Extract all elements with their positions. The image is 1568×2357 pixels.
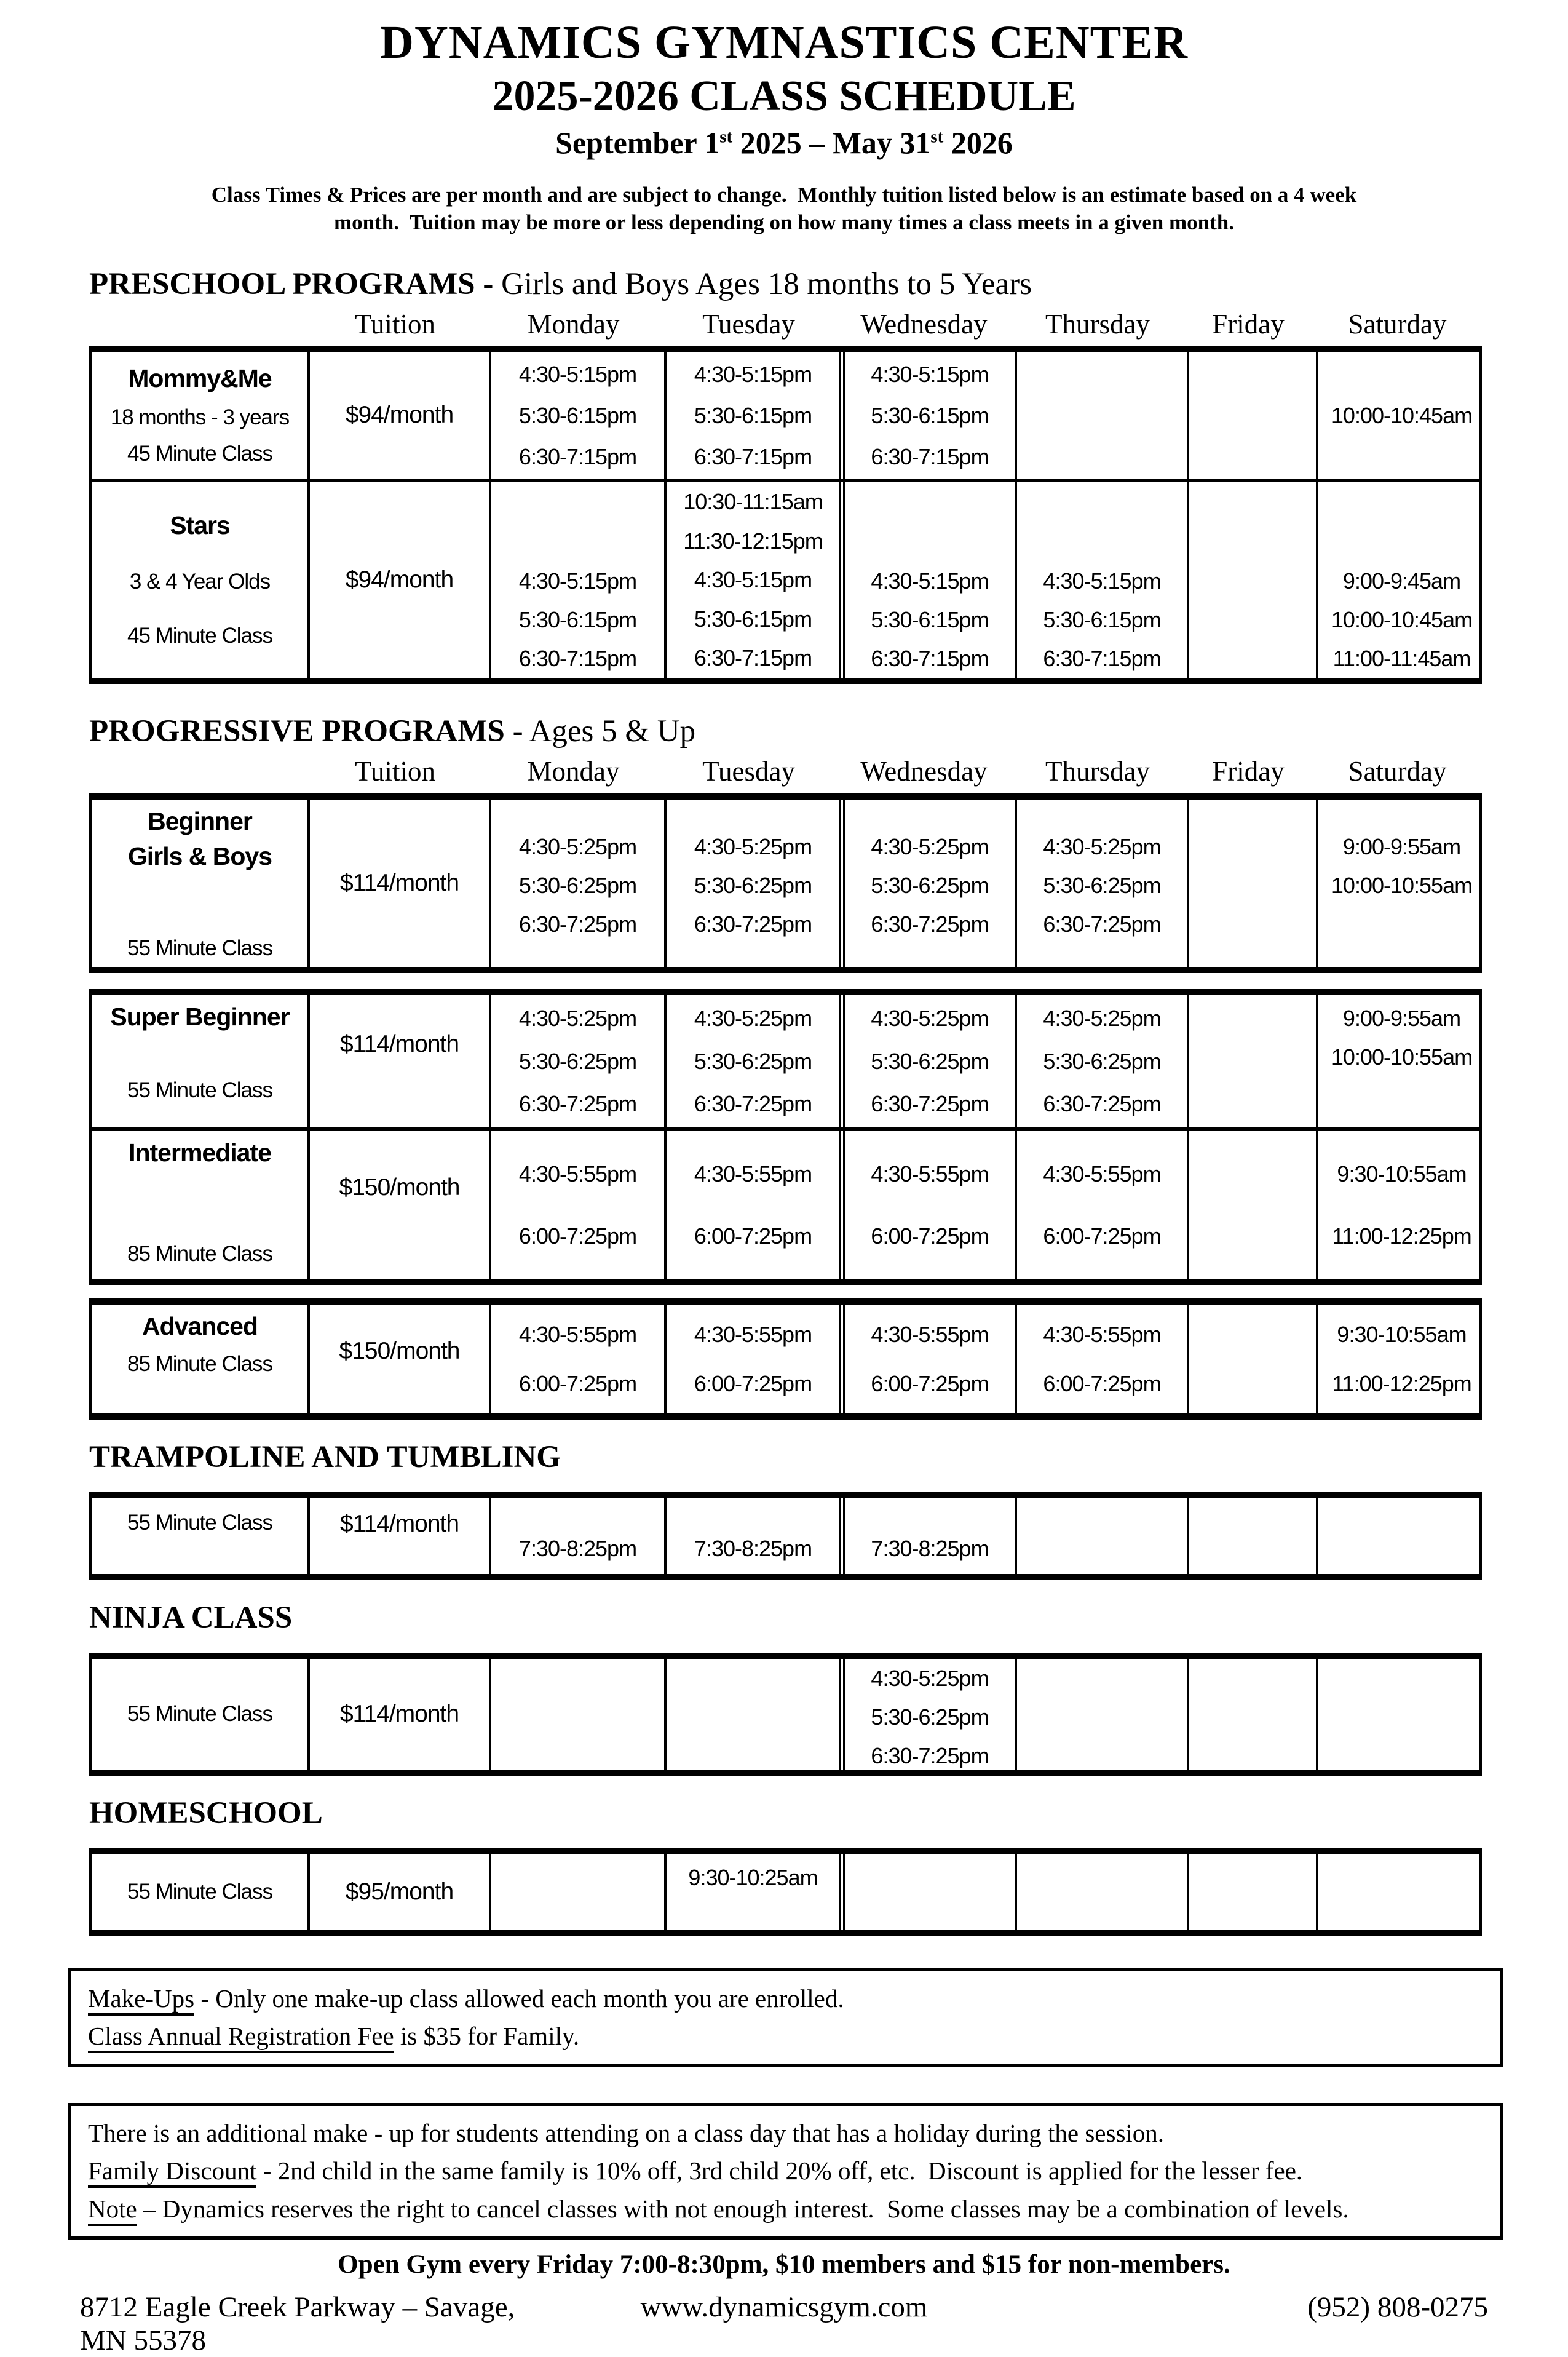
time-slot: 4:30-5:55pm — [871, 1321, 989, 1347]
note-underline: Note — [88, 2195, 137, 2226]
time-slot: 4:30-5:15pm — [871, 361, 989, 387]
day-header-preschool — [89, 308, 1482, 340]
makeups-note-box — [68, 1968, 1503, 2067]
section-title-rest: Ages 5 & Up — [523, 713, 696, 749]
time-slot: 6:00-7:25pm — [1043, 1370, 1161, 1396]
time-slot: 6:00-7:25pm — [871, 1370, 989, 1396]
class-name: Stars — [170, 511, 230, 540]
class-duration: 55 Minute Class — [127, 1701, 272, 1726]
time-slot: 5:30-6:25pm — [871, 1704, 989, 1730]
friday-cell — [1187, 800, 1316, 967]
table-row-mommy-and-me — [92, 352, 1479, 479]
time-slot: 4:30-5:55pm — [694, 1321, 812, 1347]
time-slot: 4:30-5:25pm — [518, 833, 637, 859]
time-slot: 6:30-7:15pm — [694, 645, 812, 671]
table-row-trampoline — [92, 1498, 1479, 1574]
class-duration: 55 Minute Class — [127, 1880, 272, 1904]
tuesday-cell — [664, 1131, 839, 1279]
time-slot: 6:00-7:25pm — [694, 1370, 812, 1396]
monday-cell — [489, 352, 664, 479]
note-underline: Make-Ups — [88, 1984, 194, 2016]
time-slot: 6:30-7:15pm — [871, 443, 989, 469]
tuition-value: $150/month — [339, 1174, 460, 1201]
friday-cell — [1187, 1854, 1316, 1930]
col-header-saturday: Saturday — [1348, 308, 1447, 340]
tuesday-cell — [664, 1305, 839, 1413]
class-age: 18 months - 3 years — [110, 405, 290, 429]
section-title-bold: TRAMPOLINE AND TUMBLING — [89, 1439, 561, 1474]
tuition-value: $114/month — [339, 869, 459, 896]
thursday-cell — [1015, 995, 1187, 1127]
time-slot: 6:30-7:15pm — [871, 645, 989, 671]
wednesday-cell — [839, 1659, 1015, 1770]
thursday-cell — [1015, 1305, 1187, 1413]
time-slot: 5:30-6:25pm — [694, 872, 812, 898]
time-slot: 4:30-5:55pm — [871, 1161, 989, 1186]
phone-number: (952) 808-0275 — [1307, 2291, 1488, 2324]
tuition-cell — [307, 1498, 489, 1574]
monday-cell — [489, 800, 664, 967]
time-slot: 4:30-5:25pm — [1043, 833, 1161, 859]
time-slot: 6:30-7:25pm — [1043, 1091, 1161, 1117]
time-slot: 4:30-5:15pm — [694, 361, 812, 387]
time-slot: 4:30-5:55pm — [1043, 1321, 1161, 1347]
tuition-cell — [307, 1854, 489, 1930]
time-slot: 5:30-6:25pm — [518, 1048, 637, 1074]
col-header-friday: Friday — [1212, 755, 1285, 787]
table-row-beginner — [92, 800, 1479, 967]
date-part: September 1 — [555, 125, 720, 160]
note-text: - Only one make-up class allowed each month you are enrolled. — [194, 1984, 844, 2013]
tuition-cell — [307, 352, 489, 479]
table-row-intermediate — [92, 1127, 1479, 1279]
date-range — [0, 125, 1568, 161]
time-slot: 6:30-7:15pm — [694, 443, 812, 469]
note-text: - 2nd child in the same family is 10% off, 3rd child 20% off, etc. Discount is applied for the lesser fee. — [256, 2156, 1303, 2185]
tuesday-cell — [664, 1498, 839, 1574]
time-slot: 11:00-12:25pm — [1332, 1370, 1471, 1396]
tuition-value: $114/month — [339, 1700, 459, 1727]
time-slot: 6:30-7:25pm — [694, 1091, 812, 1117]
time-slot: 10:00-10:55am — [1331, 1044, 1473, 1070]
section-title-bold: PRESCHOOL PROGRAMS - — [89, 266, 494, 301]
time-slot: 5:30-6:15pm — [694, 606, 812, 632]
section-title-progressive — [89, 713, 1568, 749]
saturday-cell — [1316, 995, 1485, 1127]
time-slot: 4:30-5:25pm — [518, 1006, 637, 1031]
thursday-cell — [1015, 1854, 1187, 1930]
time-slot: 4:30-5:25pm — [871, 833, 989, 859]
tuition-cell — [307, 995, 489, 1127]
time-slot: 6:30-7:15pm — [1043, 645, 1161, 671]
super-beginner-intermediate-table — [89, 989, 1482, 1285]
class-info-cell — [92, 352, 307, 479]
col-header-tuition: Tuition — [355, 308, 435, 340]
date-ordinal: st — [930, 127, 944, 147]
saturday-cell — [1316, 1305, 1485, 1413]
friday-cell — [1187, 1305, 1316, 1413]
table-row-advanced — [92, 1305, 1479, 1413]
class-info-cell — [92, 800, 307, 967]
section-title-bold: NINJA CLASS — [89, 1600, 293, 1635]
class-name: Beginner — [148, 806, 252, 835]
time-slot: 4:30-5:25pm — [694, 833, 812, 859]
time-slot: 5:30-6:15pm — [694, 402, 812, 428]
tuition-value: $94/month — [345, 402, 454, 429]
col-header-friday: Friday — [1212, 308, 1285, 340]
note-text: – Dynamics reserves the right to cancel classes with not enough interest. Some classes may be a combination of levels. — [137, 2194, 1349, 2223]
time-slot: 4:30-5:55pm — [694, 1161, 812, 1186]
time-slot: 5:30-6:15pm — [518, 402, 637, 428]
col-header-monday: Monday — [527, 308, 620, 340]
time-slot: 6:30-7:25pm — [518, 911, 637, 937]
time-slot: 10:00-10:45am — [1331, 606, 1473, 632]
class-info-cell — [92, 1659, 307, 1770]
time-slot: 4:30-5:55pm — [518, 1161, 637, 1186]
tuition-cell — [307, 1305, 489, 1413]
tuesday-cell — [664, 800, 839, 967]
time-slot: 6:30-7:25pm — [871, 1743, 989, 1768]
table-row-stars — [92, 479, 1479, 678]
note-line-registration — [88, 2017, 1483, 2056]
thursday-cell — [1015, 1498, 1187, 1574]
saturday-cell — [1316, 352, 1485, 479]
footer-contact — [80, 2291, 1488, 2357]
preschool-table — [89, 346, 1482, 684]
saturday-cell — [1316, 1659, 1485, 1770]
monday-cell — [489, 482, 664, 678]
monday-cell — [489, 1659, 664, 1770]
time-slot: 9:30-10:55am — [1337, 1161, 1467, 1186]
section-title-trampoline — [89, 1439, 1568, 1475]
time-slot: 10:00-10:55am — [1331, 872, 1473, 898]
time-slot: 6:30-7:15pm — [518, 645, 637, 671]
class-name: Mommy&Me — [128, 364, 272, 393]
tuesday-cell — [664, 995, 839, 1127]
time-slot: 7:30-8:25pm — [694, 1535, 812, 1561]
time-slot: 7:30-8:25pm — [518, 1535, 637, 1561]
class-duration: 85 Minute Class — [127, 1351, 272, 1376]
time-slot: 4:30-5:25pm — [694, 1006, 812, 1031]
monday-cell — [489, 1854, 664, 1930]
time-slot: 6:00-7:25pm — [871, 1223, 989, 1249]
tuition-value: $95/month — [345, 1878, 454, 1906]
saturday-cell — [1316, 1131, 1485, 1279]
class-duration: 55 Minute Class — [127, 936, 272, 960]
advanced-table — [89, 1298, 1482, 1420]
wednesday-cell — [839, 1305, 1015, 1413]
time-slot: 9:00-9:55am — [1342, 1005, 1461, 1031]
wednesday-cell — [839, 352, 1015, 479]
monday-cell — [489, 995, 664, 1127]
class-duration: 45 Minute Class — [127, 442, 272, 466]
friday-cell — [1187, 482, 1316, 678]
tuesday-cell — [664, 1659, 839, 1770]
wednesday-cell — [839, 482, 1015, 678]
section-title-ninja — [89, 1600, 1568, 1636]
class-group: Girls & Boys — [127, 841, 272, 870]
class-duration: 55 Minute Class — [127, 1078, 272, 1102]
class-info-cell — [92, 1498, 307, 1574]
tuition-cell — [307, 1659, 489, 1770]
time-slot: 5:30-6:25pm — [871, 1048, 989, 1074]
time-slot: 6:30-7:25pm — [871, 911, 989, 937]
class-name: Super Beginner — [110, 1002, 290, 1031]
time-slot: 9:00-9:45am — [1342, 568, 1461, 594]
time-slot: 6:00-7:25pm — [518, 1370, 637, 1396]
time-slot: 4:30-5:25pm — [871, 1665, 989, 1691]
section-title-rest: Girls and Boys Ages 18 months to 5 Years — [493, 266, 1032, 301]
day-header-spacer — [89, 755, 304, 787]
saturday-cell — [1316, 1498, 1485, 1574]
friday-cell — [1187, 995, 1316, 1127]
tuition-cell — [307, 482, 489, 678]
tuition-value: $94/month — [345, 566, 454, 593]
intro-text — [0, 181, 1568, 237]
class-info-cell — [92, 1131, 307, 1279]
time-slot: 11:30-12:15pm — [683, 528, 823, 554]
open-gym-notice: Open Gym every Friday 7:00-8:30pm, $10 members and $15 for non-members. — [338, 2250, 1230, 2279]
website-link: www.dynamicsgym.com — [640, 2291, 928, 2324]
time-slot: 5:30-6:25pm — [871, 872, 989, 898]
time-slot: 6:30-7:15pm — [518, 443, 637, 469]
time-slot: 9:00-9:55am — [1342, 833, 1461, 859]
class-name: Intermediate — [129, 1138, 271, 1167]
note-line-family-discount — [88, 2152, 1483, 2190]
trampoline-table — [89, 1492, 1482, 1580]
tuesday-cell — [664, 482, 839, 678]
note-line-makeups — [88, 1980, 1483, 2018]
tuesday-cell — [664, 1854, 839, 1930]
time-slot: 4:30-5:15pm — [694, 567, 812, 593]
beginner-table — [89, 793, 1482, 973]
time-slot: 6:00-7:25pm — [694, 1223, 812, 1249]
policy-note-box — [68, 2103, 1503, 2240]
table-row-homeschool — [92, 1854, 1479, 1930]
time-slot: 10:30-11:15am — [683, 489, 823, 515]
thursday-cell — [1015, 1131, 1187, 1279]
saturday-cell — [1316, 482, 1485, 678]
time-slot: 6:30-7:25pm — [518, 1091, 637, 1117]
time-slot: 6:30-7:25pm — [694, 911, 812, 937]
wednesday-cell — [839, 1131, 1015, 1279]
col-header-wednesday: Wednesday — [860, 308, 988, 340]
time-slot: 6:00-7:25pm — [1043, 1223, 1161, 1249]
time-slot: 5:30-6:15pm — [1043, 606, 1161, 632]
time-slot: 5:30-6:25pm — [1043, 1048, 1161, 1074]
time-slot: 4:30-5:15pm — [871, 568, 989, 594]
time-slot: 11:00-11:45am — [1332, 645, 1471, 671]
class-info-cell — [92, 995, 307, 1127]
wednesday-cell — [839, 1854, 1015, 1930]
class-name: Advanced — [142, 1311, 258, 1340]
time-slot: 5:30-6:25pm — [518, 872, 637, 898]
section-title-homeschool — [89, 1795, 1568, 1831]
col-header-thursday: Thursday — [1045, 308, 1150, 340]
note-line-holiday: There is an additional make - up for students attending on a class day that has a holiday during the session. — [88, 2118, 1165, 2147]
tuition-cell — [307, 1131, 489, 1279]
date-part: 2026 — [943, 125, 1013, 160]
friday-cell — [1187, 1659, 1316, 1770]
note-line-cancellation — [88, 2190, 1483, 2228]
class-age: 3 & 4 Year Olds — [129, 570, 271, 594]
wednesday-cell — [839, 995, 1015, 1127]
section-title-preschool — [89, 266, 1568, 302]
page-subtitle: 2025-2026 CLASS SCHEDULE — [492, 73, 1076, 120]
date-part: 2025 – May 31 — [732, 125, 931, 160]
col-header-tuesday: Tuesday — [702, 308, 795, 340]
col-header-monday: Monday — [527, 755, 620, 787]
day-header-progressive — [89, 755, 1482, 787]
table-row-super-beginner — [92, 995, 1479, 1127]
monday-cell — [489, 1305, 664, 1413]
time-slot: 5:30-6:15pm — [871, 606, 989, 632]
time-slot: 5:30-6:15pm — [871, 402, 989, 428]
class-info-cell — [92, 1305, 307, 1413]
class-info-cell — [92, 482, 307, 678]
time-slot: 4:30-5:15pm — [518, 361, 637, 387]
friday-cell — [1187, 1498, 1316, 1574]
time-slot: 4:30-5:55pm — [518, 1321, 637, 1347]
tuition-cell — [307, 800, 489, 967]
date-ordinal: st — [719, 127, 733, 147]
class-duration: 55 Minute Class — [127, 1510, 272, 1535]
time-slot: 5:30-6:25pm — [1043, 872, 1161, 898]
time-slot: 6:00-7:25pm — [518, 1223, 637, 1249]
time-slot: 4:30-5:15pm — [1043, 568, 1161, 594]
class-duration: 45 Minute Class — [127, 623, 272, 648]
time-slot: 9:30-10:55am — [1337, 1321, 1467, 1347]
note-text: is $35 for Family. — [394, 2022, 580, 2051]
time-slot: 9:30-10:25am — [688, 1864, 818, 1890]
time-slot: 7:30-8:25pm — [871, 1535, 989, 1561]
time-slot: 6:30-7:25pm — [1043, 911, 1161, 937]
section-title-bold: HOMESCHOOL — [89, 1795, 323, 1830]
intro-line-1: Class Times & Prices are per month and are subject to change. Monthly tuition listed below is an estimate based on a 4 week — [211, 183, 1357, 207]
time-slot: 5:30-6:25pm — [694, 1048, 812, 1074]
homeschool-table — [89, 1848, 1482, 1936]
intro-line-2: month. Tuition may be more or less depending on how many times a class meets in a given month. — [334, 210, 1234, 234]
time-slot: 5:30-6:15pm — [518, 606, 637, 632]
thursday-cell — [1015, 352, 1187, 479]
saturday-cell — [1316, 1854, 1485, 1930]
thursday-cell — [1015, 1659, 1187, 1770]
time-slot: 4:30-5:15pm — [518, 568, 637, 594]
wednesday-cell — [839, 800, 1015, 967]
ninja-table — [89, 1653, 1482, 1776]
col-header-tuesday: Tuesday — [702, 755, 795, 787]
friday-cell — [1187, 1131, 1316, 1279]
table-row-ninja — [92, 1659, 1479, 1770]
class-duration: 85 Minute Class — [127, 1241, 272, 1266]
day-header-spacer — [89, 308, 304, 340]
time-slot: 11:00-12:25pm — [1332, 1223, 1471, 1249]
time-slot: 10:00-10:45am — [1331, 402, 1473, 428]
tuition-value: $114/month — [339, 1510, 459, 1537]
friday-cell — [1187, 352, 1316, 479]
section-title-bold: PROGRESSIVE PROGRAMS - — [89, 713, 523, 749]
note-underline: Class Annual Registration Fee — [88, 2022, 394, 2053]
col-header-wednesday: Wednesday — [860, 755, 988, 787]
time-slot: 6:30-7:25pm — [871, 1091, 989, 1117]
time-slot: 4:30-5:55pm — [1043, 1161, 1161, 1186]
address: 8712 Eagle Creek Parkway – Savage, MN 55378 — [80, 2291, 515, 2357]
thursday-cell — [1015, 800, 1187, 967]
col-header-tuition: Tuition — [355, 755, 435, 787]
tuition-value: $114/month — [339, 1030, 459, 1057]
col-header-saturday: Saturday — [1348, 755, 1447, 787]
class-info-cell — [92, 1854, 307, 1930]
page-title: DYNAMICS GYMNASTICS CENTER — [380, 17, 1188, 68]
col-header-thursday: Thursday — [1045, 755, 1150, 787]
note-underline: Family Discount — [88, 2156, 256, 2188]
tuition-value: $150/month — [339, 1337, 460, 1364]
wednesday-cell — [839, 1498, 1015, 1574]
thursday-cell — [1015, 482, 1187, 678]
monday-cell — [489, 1131, 664, 1279]
time-slot: 4:30-5:25pm — [871, 1006, 989, 1031]
monday-cell — [489, 1498, 664, 1574]
time-slot: 4:30-5:25pm — [1043, 1006, 1161, 1031]
tuesday-cell — [664, 352, 839, 479]
saturday-cell — [1316, 800, 1485, 967]
